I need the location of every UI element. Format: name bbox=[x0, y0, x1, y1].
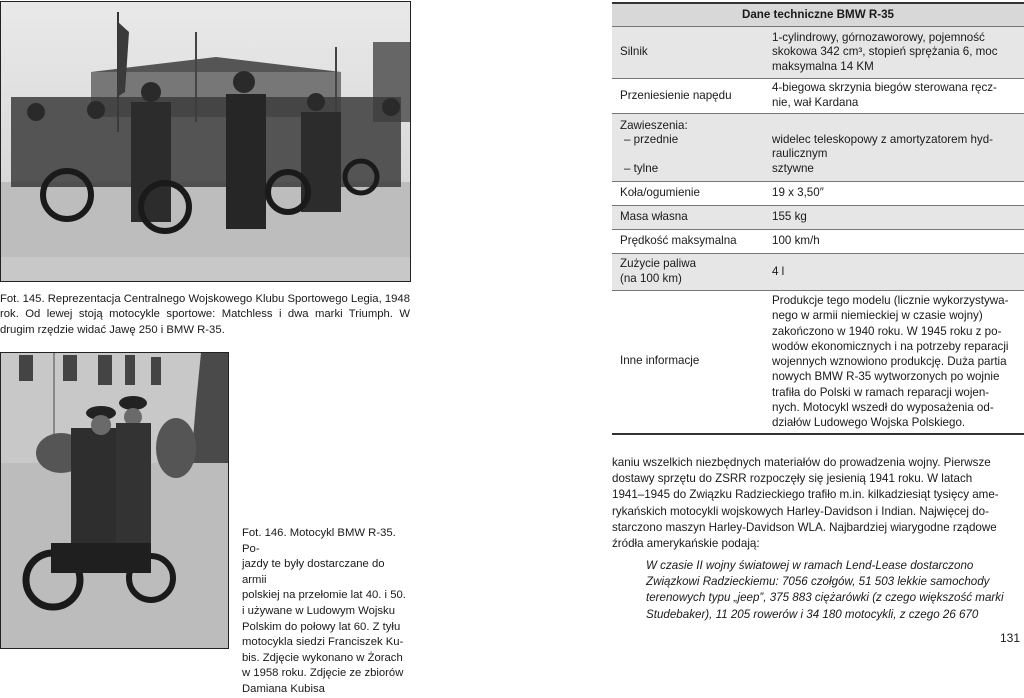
page-number: 131 bbox=[999, 631, 1020, 645]
row-value: 19 x 3,50″ bbox=[768, 182, 1024, 206]
quote-line: terenowych typu „jeep”, 375 883 ciężarówki (z czego większość marki bbox=[646, 591, 1004, 605]
value-line: działów Ludowego Wojska Polskiego. bbox=[772, 416, 966, 430]
row-value: 100 km/h bbox=[768, 230, 1024, 254]
table-row bbox=[612, 291, 1024, 433]
row-value bbox=[768, 79, 1024, 114]
suspension-heading: Zawieszenia: bbox=[620, 118, 688, 132]
caption-line: Damiana Kubisa bbox=[242, 682, 325, 695]
row-label: Masa własna bbox=[612, 206, 768, 230]
row-label: Inne informacje bbox=[612, 291, 768, 433]
suspension-front-label: – przednie bbox=[624, 133, 679, 147]
spec-table-container bbox=[612, 2, 1024, 435]
photo-145-image bbox=[1, 2, 410, 281]
value-line: 4-biegowa skrzynia biegów sterowana ręcz- bbox=[772, 81, 997, 95]
table-row bbox=[612, 114, 1024, 182]
value-line: widelec teleskopowy z amortyzatorem hyd- bbox=[772, 132, 994, 146]
row-value: 155 kg bbox=[768, 206, 1024, 230]
table-row bbox=[612, 79, 1024, 114]
caption-line: Fot. 146. Motocykl BMW R-35. Po- bbox=[242, 527, 396, 555]
spec-table-title: Dane techniczne BMW R-35 bbox=[612, 3, 1024, 27]
table-row bbox=[612, 182, 1024, 206]
body-line: dostawy sprzętu do ZSRR rozpoczęły się jesienią 1941 roku. W latach bbox=[612, 472, 973, 486]
table-row bbox=[612, 27, 1024, 79]
body-paragraph bbox=[612, 455, 1022, 552]
body-line: źródła amerykańskie podają: bbox=[612, 537, 760, 551]
value-line: zakończono w 1940 roku. W 1945 roku z po- bbox=[772, 324, 1002, 338]
caption-line: jazdy te były dostarczane do armii bbox=[242, 558, 385, 586]
caption-line: w 1958 roku. Zdjęcie ze zbiorów bbox=[242, 667, 404, 680]
value-line: wodów ekonomicznych i na potrzeby reparacji bbox=[772, 339, 1009, 353]
value-line: wojennych wznowiono produkcję. Duża partia bbox=[772, 355, 1007, 369]
table-bottom-rule bbox=[612, 433, 1024, 435]
row-label: Prędkość maksymalna bbox=[612, 230, 768, 254]
caption-line: polskiej na przełomie lat 40. i 50. bbox=[242, 589, 406, 602]
label-line: Zużycie paliwa bbox=[620, 257, 697, 271]
value-line: sztywne bbox=[772, 161, 814, 175]
quote-line: Studebaker), 11 205 rowerów i 34 180 motocykli, z czego 26 670 bbox=[646, 607, 979, 621]
body-line: kaniu wszelkich niezbędnych materiałów do prowadzenia wojny. Pierwsze bbox=[612, 456, 991, 469]
quote-block bbox=[646, 558, 1022, 623]
row-value bbox=[768, 27, 1024, 79]
table-row bbox=[612, 206, 1024, 230]
value-line: maksymalna 14 KM bbox=[772, 59, 874, 73]
caption-line: bis. Zdjęcie wykonano w Żorach bbox=[242, 651, 403, 664]
value-line: nego w armii niemieckiej w czasie wojny) bbox=[772, 309, 983, 323]
body-line: rykańskich motocykli wojskowych Harley-Davidson i Indian. Najwięcej do- bbox=[612, 504, 989, 518]
photo-146-caption bbox=[242, 526, 412, 698]
value-line: nych. Motocykl wszedł do wyposażenia od- bbox=[772, 400, 994, 414]
caption-line: i używane w Ludowym Wojsku bbox=[242, 604, 395, 617]
row-label bbox=[612, 114, 768, 182]
caption-line: Polskim do połowy lat 60. Z tyłu bbox=[242, 620, 401, 633]
row-value bbox=[768, 291, 1024, 433]
row-label: Silnik bbox=[612, 27, 768, 79]
spec-table bbox=[612, 2, 1024, 433]
caption-line: motocykla siedzi Franciszek Ku- bbox=[242, 636, 404, 649]
value-line: skokowa 342 cm³, stopień sprężania 6, moc bbox=[772, 45, 998, 59]
body-line: 1941–1945 do Związku Radzieckiego trafiło m.in. kilkadziesiąt tysięcy ame- bbox=[612, 488, 999, 502]
row-label bbox=[612, 254, 768, 291]
suspension-rear-label: – tylne bbox=[624, 161, 659, 175]
value-line: nowych BMW R-35 wytworzonych po wojnie bbox=[772, 370, 1000, 384]
value-line: Produkcje tego modelu (licznie wykorzystywa- bbox=[772, 293, 1009, 307]
quote-line: Związkowi Radzieckiemu: 7056 czołgów, 51 503 lekkie samochody bbox=[646, 575, 990, 589]
row-value: 4 l bbox=[768, 254, 1024, 291]
label-line: (na 100 km) bbox=[620, 272, 682, 285]
row-label: Koła/ogumienie bbox=[612, 182, 768, 206]
value-line: raulicznym bbox=[772, 147, 828, 161]
photo-145-caption: Fot. 145. Reprezentacja Centralnego Wojskowego Klubu Sportowego Legia, 1948 rok. Od lewej stoją motocykle sportowe: Matchless i dwa marki Triumph. W drugim rzędzie widać Jawę 250 i BMW R-35. bbox=[0, 293, 410, 336]
row-value bbox=[768, 114, 1024, 182]
quote-line: W czasie II wojny światowej w ramach Lend-Lease dostarczono bbox=[646, 559, 974, 572]
body-line: starczono maszyn Harley-Davidson WLA. Najbardziej wiarygodne rządowe bbox=[612, 520, 997, 534]
value-line: nie, wał Kardana bbox=[772, 96, 859, 109]
photo-146 bbox=[0, 352, 229, 649]
photo-145 bbox=[0, 1, 411, 282]
value-line: 1-cylindrowy, górnozaworowy, pojemność bbox=[772, 30, 985, 44]
row-label: Przeniesienie napędu bbox=[612, 79, 768, 114]
value-line: trafiła do Polski w ramach reparacji wojen- bbox=[772, 385, 990, 399]
table-row bbox=[612, 254, 1024, 291]
photo-146-image bbox=[1, 353, 228, 648]
table-row bbox=[612, 230, 1024, 254]
